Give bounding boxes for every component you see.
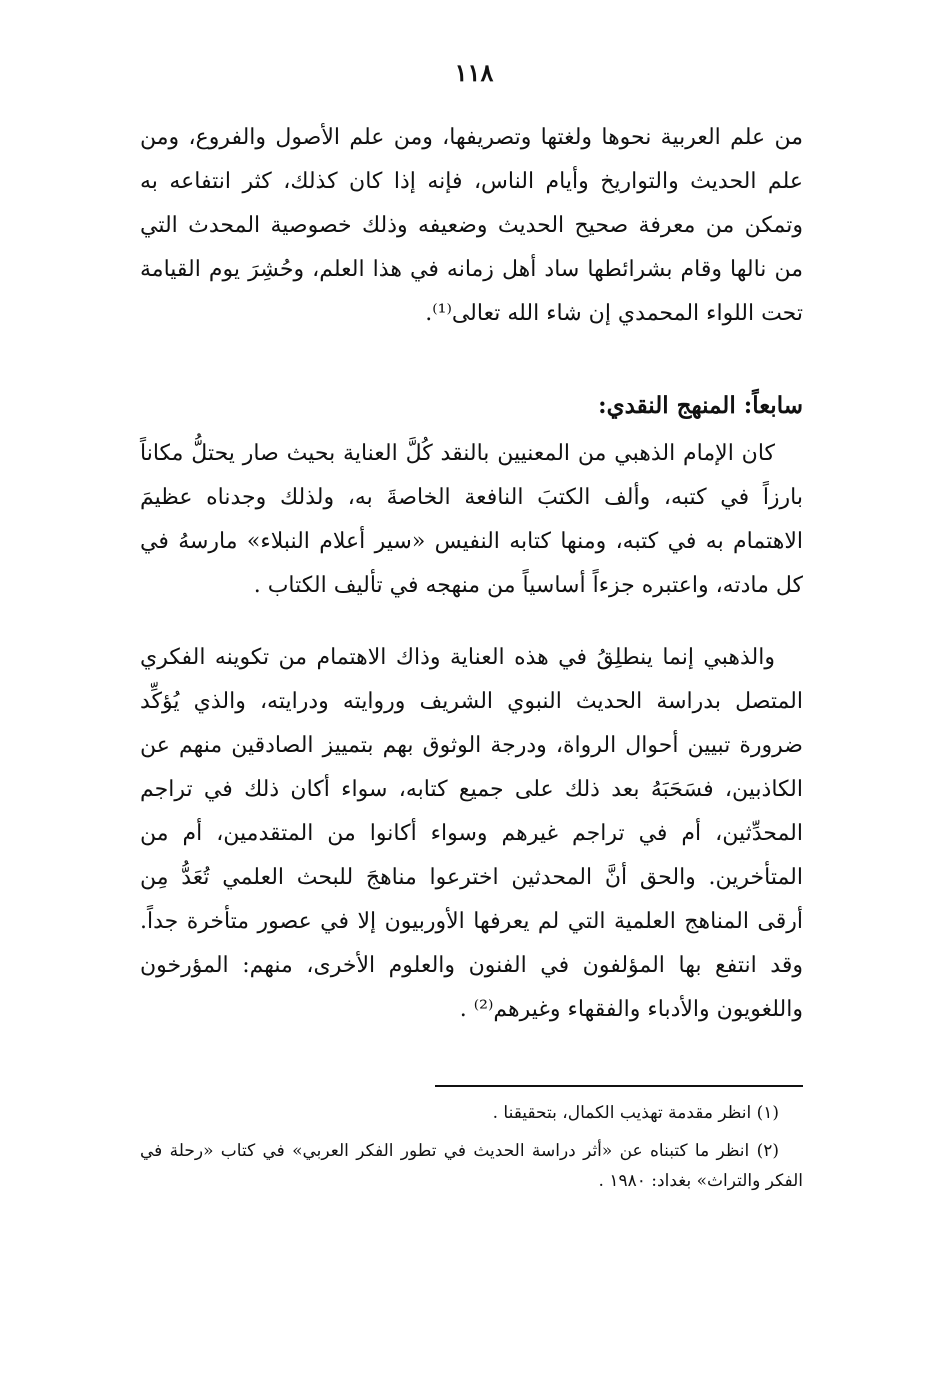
paragraph-1: من علم العربية نحوها ولغتها وتصريفها، ومن علم الأصول والفروع، ومن علم الحديث والتواريخ وأيام الناس، فإنه إذا كان كذلك، كثر انتفاعه به وتمكن من معرفة صحيح الحديث وضعيفه وذلك خصوصية المحدث التي من نالها وقام بشرائطها ساد أهل زمانه في هذا العلم، وحُشِرَ يوم القيامة تحت اللواء المحمدي إن شاء الله تعالى⁽¹⁾. [140, 125, 803, 326]
page-number: ١١٨ [454, 58, 494, 87]
footnote-2: (٢) انظر ما كتبناه عن «أثر دراسة الحديث في تطور الفكر العربي» في كتاب «رحلة في الفكر والتراث» بغداد: ١٩٨٠ . [140, 1141, 803, 1191]
paragraph-3: والذهبي إنما ينطلِقُ في هذه العناية وذاك الاهتمام من تكوينه الفكري المتصل بدراسة الحديث النبوي الشريف وروايته ودرايته، والذي يُؤكِّد ضرورة تبيين أحوال الرواة، ودرجة الوثوق بهم بتمييز الصادقين منهم عن الكاذبين، فسَحَبَهُ بعد ذلك على جميع كتابه، سواء أكان ذلك في تراجم المحدِّثين، أم في تراجم غيرهم وسواء أكانوا من المتقدمين، أم من المتأخرين. والحق أنَّ المحدثين اخترعوا مناهجَ للبحث العلمي تُعَدُّ مِن أرقى المناهج العلمية التي لم يعرفها الأوربيون إلا في عصور متأخرة جداً. وقد انتفع بها المؤلفون في الفنون والعلوم الأخرى، منهم: المؤرخون واللغويون والأدباء والفقهاء وغيرهم⁽²⁾ . [140, 645, 803, 1022]
footnote-1: (١) انظر مقدمة تهذيب الكمال، بتحقيقنا . [492, 1103, 779, 1123]
footnotes [140, 1098, 803, 1204]
section-heading: سابعاً: المنهج النقدي: [598, 392, 803, 419]
footnote-divider [435, 1085, 803, 1087]
paragraph-2: كان الإمام الذهبي من المعنيين بالنقد كُلَّ العناية بحيث صار يحتلُّ مكاناً بارزاً في كتبه، وألف الكتبَ النافعة الخاصةَ به، ولذلك وجدناه عظيمَ الاهتمام به في كتبه، ومنها كتابه النفيس «سير أعلام النبلاء» مارسهُ في كل مادته، واعتبره جزءاً أساسياً من منهجه في تأليف الكتاب . [140, 441, 803, 598]
